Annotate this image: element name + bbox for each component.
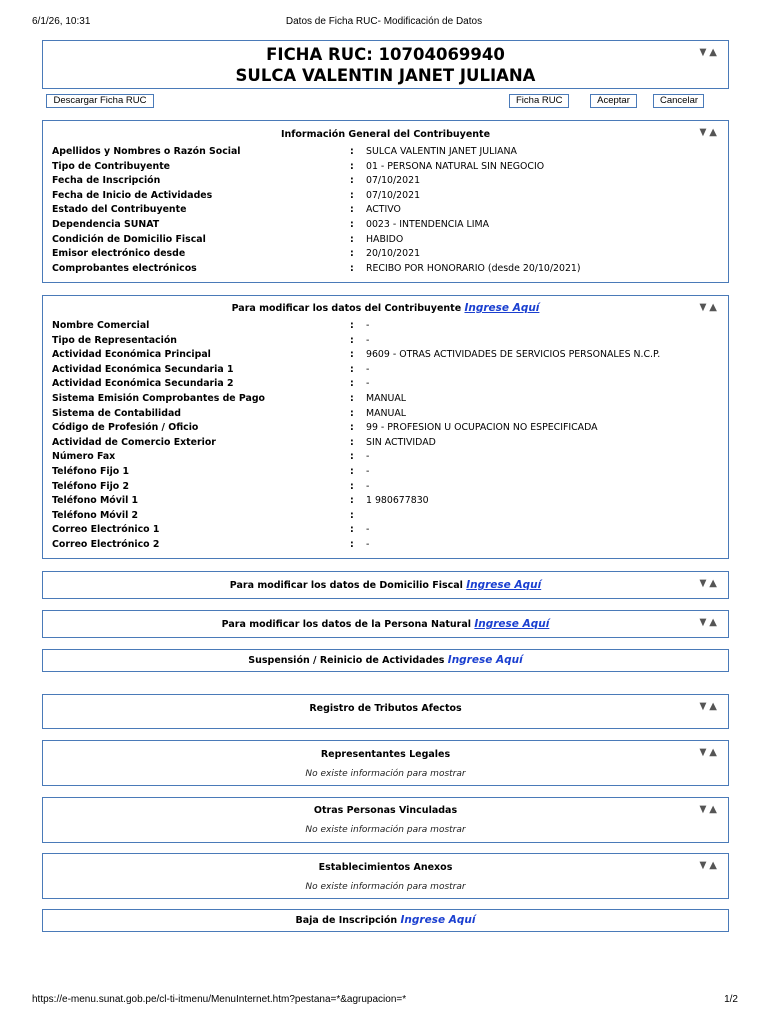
field-label: Apellidos y Nombres o Razón Social: [52, 146, 241, 157]
collapse-down-icon[interactable]: ▼: [699, 127, 709, 138]
collapse-controls: [699, 578, 720, 589]
info-row: [52, 364, 720, 379]
field-label: Teléfono Móvil 1: [52, 495, 139, 507]
field-label: Sistema Emisión Comprobantes de Pago: [52, 392, 265, 404]
collapse-controls: [699, 701, 720, 712]
ruc-number-title: FICHA RUC: 10704069940: [266, 45, 505, 64]
field-separator: :: [350, 509, 354, 521]
field-value: SIN ACTIVIDAD: [366, 436, 436, 448]
suspension-panel: [42, 649, 729, 672]
info-row: [52, 510, 720, 525]
field-value: -: [366, 524, 370, 536]
collapse-controls: [699, 747, 720, 758]
persona-natural-ingrese-link[interactable]: Ingrese Aquí: [474, 618, 550, 630]
field-separator: :: [350, 480, 354, 492]
suspension-title: [43, 654, 728, 666]
anexos-title: Establecimientos Anexos: [318, 862, 453, 873]
field-label: Número Fax: [52, 451, 116, 463]
info-row: [52, 539, 720, 554]
field-separator: :: [350, 495, 354, 507]
domicilio-title: [43, 579, 728, 591]
baja-title: [43, 914, 728, 926]
field-separator: :: [350, 189, 354, 201]
collapse-controls: [699, 302, 720, 313]
collapse-controls: [699, 804, 720, 815]
info-row: [52, 190, 720, 205]
field-value: MANUAL: [366, 407, 407, 419]
field-value: -: [366, 378, 370, 390]
field-label: Tipo de Contribuyente: [52, 160, 171, 172]
field-separator: :: [350, 524, 354, 536]
info-row: [52, 161, 720, 176]
collapse-down-icon[interactable]: ▼: [699, 617, 709, 628]
collapse-controls: [699, 127, 720, 138]
info-row: [52, 393, 720, 408]
field-value: -: [366, 538, 370, 550]
info-row: [52, 408, 720, 423]
info-row: [52, 481, 720, 496]
field-separator: :: [350, 146, 354, 157]
field-separator: :: [350, 451, 354, 463]
collapse-up-icon[interactable]: ▲: [709, 578, 720, 589]
print-footer: [0, 994, 768, 1010]
field-label: Actividad Económica Secundaria 2: [52, 378, 234, 390]
info-row: [52, 248, 720, 263]
field-label: Emisor electrónico desde: [52, 248, 186, 260]
ficha-title-panel: [42, 40, 729, 89]
field-separator: :: [350, 160, 354, 172]
field-label: Actividad de Comercio Exterior: [52, 436, 216, 448]
info-row: [52, 495, 720, 510]
field-label: Nombre Comercial: [52, 320, 150, 331]
field-value: ACTIVO: [366, 204, 401, 216]
field-value: RECIBO POR HONORARIO (desde 20/10/2021): [366, 262, 581, 274]
field-label: Teléfono Fijo 1: [52, 465, 130, 477]
baja-ingrese-link[interactable]: Ingrese Aquí: [400, 914, 476, 926]
taxpayer-name-title: SULCA VALENTIN JANET JULIANA: [235, 66, 536, 85]
collapse-down-icon[interactable]: ▼: [699, 578, 709, 589]
collapse-up-icon[interactable]: ▲: [709, 47, 720, 58]
info-row: [52, 175, 720, 190]
field-label: Correo Electrónico 2: [52, 538, 160, 550]
info-row: [52, 335, 720, 350]
general-info-rows: [52, 146, 720, 277]
print-page-number: 1/2: [724, 994, 738, 1005]
field-separator: :: [350, 363, 354, 375]
field-value: 07/10/2021: [366, 189, 421, 201]
field-separator: :: [350, 422, 354, 434]
vinculadas-empty-message: No existe información para mostrar: [305, 825, 466, 835]
collapse-up-icon[interactable]: ▲: [709, 860, 720, 871]
print-datetime: 6/1/26, 10:31: [32, 16, 91, 27]
field-label: Condición de Domicilio Fiscal: [52, 233, 206, 245]
collapse-up-icon[interactable]: ▲: [709, 701, 720, 712]
cancel-button[interactable]: Cancelar: [653, 94, 704, 108]
collapse-up-icon[interactable]: ▲: [709, 127, 720, 138]
contribuyente-panel: [42, 295, 729, 559]
collapse-up-icon[interactable]: ▲: [709, 804, 720, 815]
collapse-down-icon[interactable]: ▼: [699, 860, 709, 871]
field-separator: :: [350, 349, 354, 361]
field-separator: :: [350, 218, 354, 230]
field-label: Teléfono Fijo 2: [52, 480, 130, 492]
collapse-controls: [699, 47, 720, 58]
field-label: Fecha de Inscripción: [52, 175, 161, 187]
collapse-up-icon[interactable]: ▲: [709, 617, 720, 628]
field-value: -: [366, 465, 370, 477]
info-row: [52, 263, 720, 278]
contribuyente-title-text: Para modificar los datos del Contribuyente: [231, 303, 462, 314]
field-value: -: [366, 320, 370, 331]
field-value: 20/10/2021: [366, 248, 421, 260]
field-value: 01 - PERSONA NATURAL SIN NEGOCIO: [366, 160, 545, 172]
info-row: [52, 466, 720, 481]
info-row: [52, 146, 720, 161]
persona-natural-title: [43, 618, 728, 630]
domicilio-ingrese-link[interactable]: Ingrese Aquí: [466, 579, 542, 591]
field-value: -: [366, 451, 370, 463]
field-value: HABIDO: [366, 233, 404, 245]
contribuyente-title: [43, 302, 728, 314]
suspension-title-text: Suspensión / Reinicio de Actividades: [248, 655, 445, 666]
field-separator: :: [350, 175, 354, 187]
field-separator: :: [350, 392, 354, 404]
field-value: 99 - PROFESION U OCUPACION NO ESPECIFICADA: [366, 422, 598, 434]
domicilio-panel: [42, 571, 729, 599]
field-separator: :: [350, 538, 354, 550]
tributos-panel: [42, 694, 729, 729]
collapse-down-icon[interactable]: ▼: [699, 302, 709, 313]
field-separator: :: [350, 334, 354, 346]
info-row: [52, 219, 720, 234]
representantes-empty-message: No existe información para mostrar: [305, 769, 466, 779]
print-header: [0, 16, 768, 32]
persona-natural-title-text: Para modificar los datos de la Persona Natural: [221, 619, 472, 630]
download-ficha-button[interactable]: Descargar Ficha RUC: [46, 94, 154, 108]
collapse-down-icon[interactable]: ▼: [699, 747, 709, 758]
field-value: SULCA VALENTIN JANET JULIANA: [366, 146, 517, 157]
info-row: [52, 437, 720, 452]
anexos-panel: [42, 853, 729, 899]
general-info-panel: [42, 120, 729, 283]
info-row: [52, 349, 720, 364]
info-row: [52, 378, 720, 393]
representantes-title: Representantes Legales: [320, 749, 451, 760]
field-label: Comprobantes electrónicos: [52, 262, 197, 274]
field-separator: :: [350, 407, 354, 419]
field-label: Teléfono Móvil 2: [52, 509, 139, 521]
field-separator: :: [350, 320, 354, 331]
suspension-ingrese-link[interactable]: Ingrese Aquí: [447, 654, 523, 666]
field-separator: :: [350, 248, 354, 260]
info-row: [52, 204, 720, 219]
collapse-down-icon[interactable]: ▼: [699, 804, 709, 815]
anexos-empty-message: No existe información para mostrar: [305, 882, 466, 892]
domicilio-title-text: Para modificar los datos de Domicilio Fiscal: [229, 580, 463, 591]
vinculadas-panel: [42, 797, 729, 843]
info-row: [52, 320, 720, 335]
field-label: Fecha de Inicio de Actividades: [52, 189, 213, 201]
info-row: [52, 234, 720, 249]
field-value: -: [366, 480, 370, 492]
collapse-controls: [699, 860, 720, 871]
collapse-up-icon[interactable]: ▲: [709, 747, 720, 758]
contribuyente-rows: [52, 320, 720, 554]
collapse-down-icon[interactable]: ▼: [699, 47, 709, 58]
info-row: [52, 524, 720, 539]
field-separator: :: [350, 436, 354, 448]
field-value: 07/10/2021: [366, 175, 421, 187]
print-url: https://e-menu.sunat.gob.pe/cl-ti-itmenu/MenuInternet.htm?pestana=*&agrupacion=*: [32, 994, 407, 1005]
field-label: Código de Profesión / Oficio: [52, 422, 199, 434]
field-value: 1 980677830: [366, 495, 429, 507]
info-row: [52, 451, 720, 466]
field-value: -: [366, 334, 370, 346]
collapse-controls: [699, 617, 720, 628]
field-label: Actividad Económica Principal: [52, 349, 211, 361]
collapse-up-icon[interactable]: ▲: [709, 302, 720, 313]
field-separator: :: [350, 465, 354, 477]
tributos-title: Registro de Tributos Afectos: [309, 703, 462, 714]
field-separator: :: [350, 204, 354, 216]
vinculadas-title: Otras Personas Vinculadas: [313, 805, 458, 816]
field-separator: :: [350, 378, 354, 390]
print-page-title: Datos de Ficha RUC- Modificación de Datos: [285, 16, 483, 27]
contribuyente-ingrese-link[interactable]: Ingrese Aquí: [464, 302, 540, 314]
field-value: 9609 - OTRAS ACTIVIDADES DE SERVICIOS PERSONALES N.C.P.: [366, 349, 661, 361]
collapse-down-icon[interactable]: ▼: [699, 701, 709, 712]
field-separator: :: [350, 262, 354, 274]
field-label: Actividad Económica Secundaria 1: [52, 363, 234, 375]
general-info-title: Información General del Contribuyente: [280, 129, 491, 140]
accept-button[interactable]: Aceptar: [590, 94, 637, 108]
field-value: -: [366, 363, 370, 375]
baja-title-text: Baja de Inscripción: [295, 915, 398, 926]
field-label: Tipo de Representación: [52, 334, 177, 346]
baja-panel: [42, 909, 729, 932]
field-label: Dependencia SUNAT: [52, 218, 160, 230]
field-value: 0023 - INTENDENCIA LIMA: [366, 218, 489, 230]
field-value: MANUAL: [366, 392, 407, 404]
field-label: Sistema de Contabilidad: [52, 407, 181, 419]
info-row: [52, 422, 720, 437]
persona-natural-panel: [42, 610, 729, 638]
field-label: Estado del Contribuyente: [52, 204, 187, 216]
field-label: Correo Electrónico 1: [52, 524, 160, 536]
representantes-panel: [42, 740, 729, 786]
ficha-ruc-button[interactable]: Ficha RUC: [509, 94, 569, 108]
field-separator: :: [350, 233, 354, 245]
